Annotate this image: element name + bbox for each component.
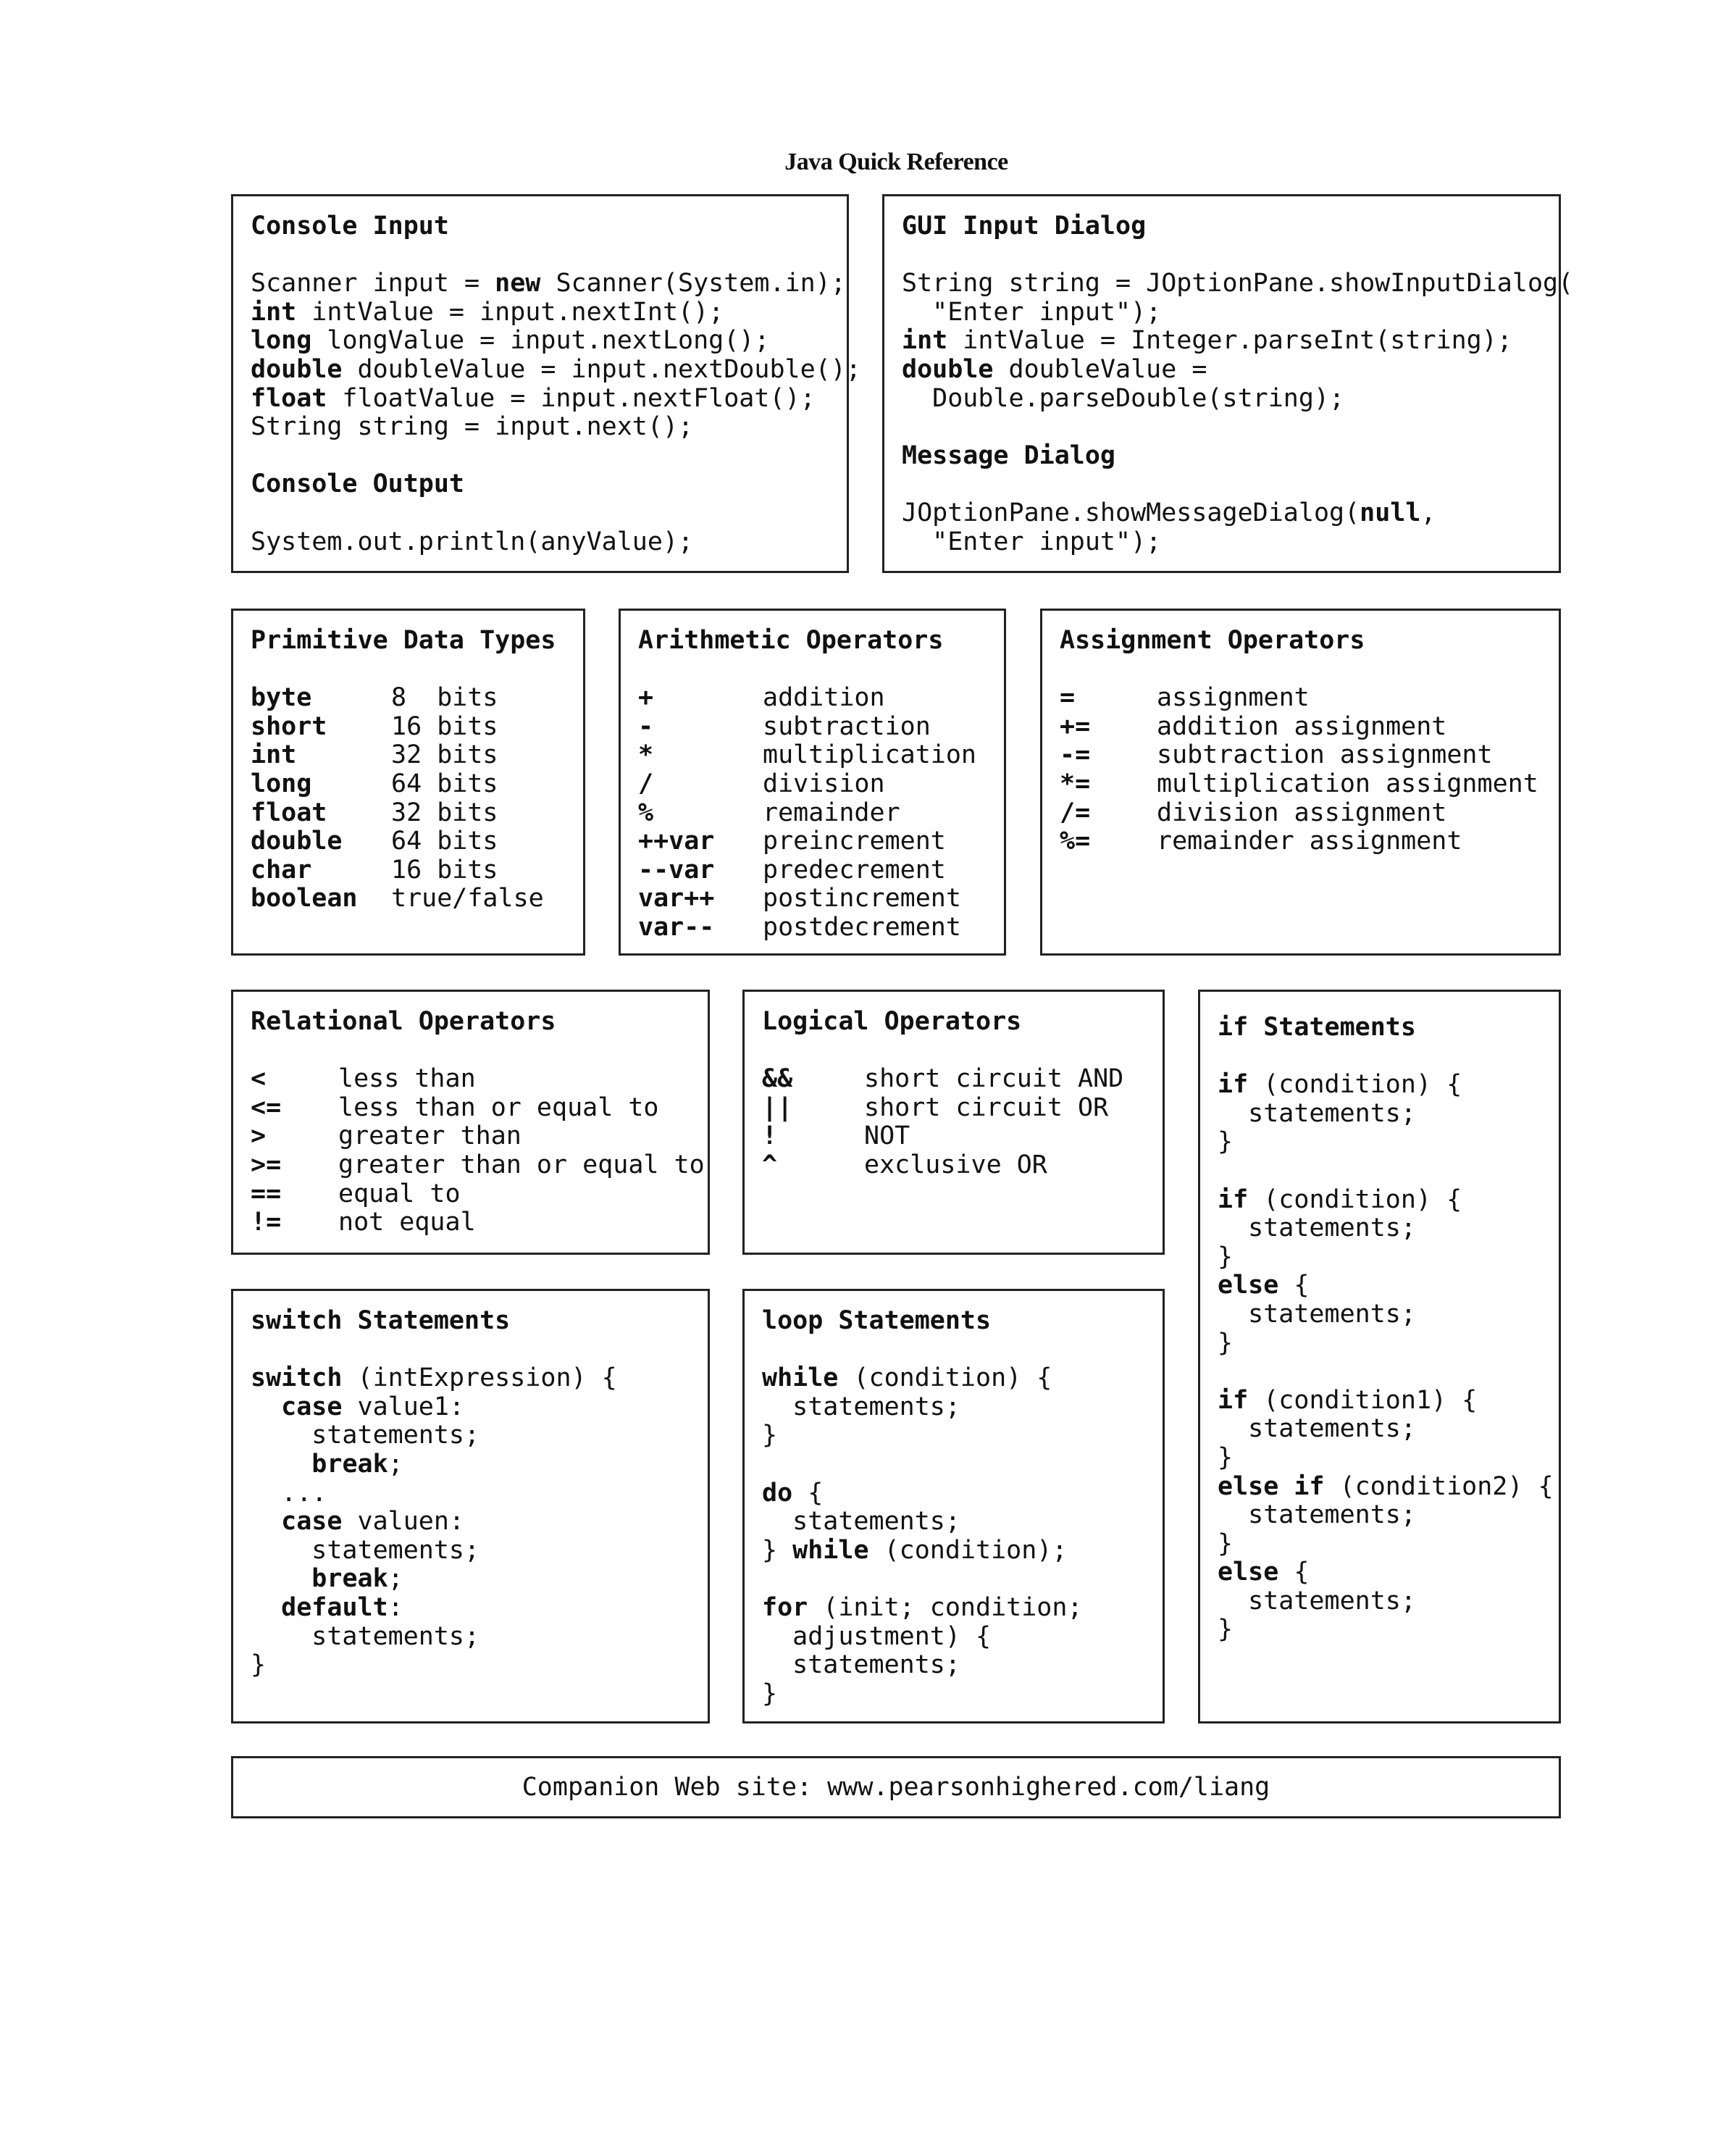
- code-text: longValue = input.nextLong();: [311, 326, 770, 356]
- table-row: [638, 885, 1004, 914]
- table-row: [638, 713, 1004, 742]
- keyword: switch: [251, 1363, 343, 1393]
- code-line: [251, 1364, 708, 1393]
- code-line: [251, 528, 847, 557]
- table-row: [762, 1122, 1163, 1151]
- row-description: postincrement: [763, 884, 961, 914]
- code-line: [251, 327, 847, 356]
- code-line: [762, 1680, 1163, 1709]
- console-output-heading: Console Output: [251, 469, 465, 499]
- code-line: [251, 354, 861, 385]
- message-dialog-heading: Message Dialog: [902, 440, 1116, 470]
- switch-statements-code: [251, 1364, 708, 1680]
- row-key: ||: [762, 1092, 793, 1122]
- code-line: [762, 1651, 1163, 1680]
- row-description: exclusive OR: [864, 1150, 1047, 1179]
- code-text: statements;: [1218, 1213, 1416, 1243]
- row-key: boolean: [251, 884, 358, 914]
- table-row: [1060, 827, 1559, 856]
- loop-statements-heading: loop Statements: [762, 1306, 992, 1335]
- primitive-types-box: [231, 609, 585, 956]
- switch-statements-heading: switch Statements: [251, 1306, 511, 1335]
- relational-ops-heading: Relational Operators: [251, 1007, 556, 1036]
- row-description: addition assignment: [1157, 711, 1447, 741]
- code-text: intValue = Integer.parseInt(string);: [947, 326, 1512, 356]
- code-line: [1218, 1300, 1559, 1329]
- code-line: [1218, 1530, 1559, 1559]
- row-description: NOT: [864, 1121, 910, 1151]
- table-row: [251, 827, 583, 856]
- table-row: [1060, 713, 1559, 742]
- row-description: equal to: [338, 1179, 461, 1208]
- code-text: (condition2) {: [1324, 1471, 1554, 1501]
- row-description: not equal: [338, 1208, 476, 1237]
- code-text: [251, 1392, 281, 1421]
- gui-input-box: [882, 194, 1574, 573]
- code-line: [1218, 1501, 1559, 1530]
- code-line: [1218, 1473, 1559, 1502]
- logical-ops-box: [742, 990, 1165, 1255]
- row-key: ==: [251, 1179, 282, 1208]
- code-line: [251, 1393, 708, 1422]
- table-row: [251, 885, 583, 914]
- table-row: [251, 713, 583, 742]
- code-line: [762, 1623, 1163, 1652]
- table-row: [251, 684, 583, 713]
- row-key: !: [762, 1121, 778, 1151]
- code-text: [251, 1507, 281, 1536]
- table-row: [638, 914, 1004, 943]
- keyword: null: [1360, 498, 1421, 527]
- row-key: double: [251, 827, 343, 856]
- table-row: [1060, 684, 1559, 713]
- code-text: (condition) {: [1248, 1070, 1462, 1100]
- code-line: [902, 298, 1559, 327]
- code-line: [1218, 1358, 1559, 1387]
- code-line: [902, 356, 1559, 385]
- code-text: String string = JOptionPane.showInputDialog(: [902, 269, 1574, 298]
- code-line: [762, 1393, 1163, 1422]
- keyword: long: [251, 326, 312, 356]
- code-line: [902, 269, 1574, 298]
- page-title: Java Quick Reference: [784, 149, 1008, 175]
- table-row: [638, 741, 1004, 770]
- row-key: >=: [251, 1150, 282, 1179]
- row-key: short: [251, 711, 327, 741]
- code-line: [1218, 1387, 1559, 1416]
- row-key: &&: [762, 1064, 793, 1094]
- row-description: postdecrement: [763, 912, 961, 942]
- keyword: while: [762, 1363, 839, 1393]
- code-line: [1218, 1271, 1559, 1300]
- row-description: 32 bits: [391, 740, 498, 770]
- keyword: do: [762, 1478, 793, 1508]
- row-description: assignment: [1157, 683, 1310, 713]
- keyword: else: [1218, 1271, 1279, 1300]
- code-text: [251, 1593, 281, 1622]
- code-text: }: [1218, 1615, 1234, 1645]
- row-description: less than: [338, 1064, 476, 1094]
- code-line: [762, 1537, 1163, 1566]
- row-description: 64 bits: [391, 827, 498, 856]
- row-description: subtraction: [763, 711, 931, 741]
- code-text: ,: [1420, 498, 1436, 527]
- code-line: [1218, 1128, 1559, 1157]
- code-line: [1218, 1157, 1559, 1186]
- code-text: intValue = input.nextInt();: [296, 297, 724, 327]
- keyword: int: [251, 297, 297, 327]
- row-description: 16 bits: [391, 711, 498, 741]
- row-key: float: [251, 798, 327, 827]
- code-line: [251, 385, 847, 414]
- row-description: greater than: [338, 1121, 522, 1151]
- gui-input-heading: GUI Input Dialog: [902, 212, 1147, 241]
- row-description: short circuit OR: [864, 1092, 1109, 1122]
- row-description: 16 bits: [391, 855, 498, 885]
- row-key: >: [251, 1121, 267, 1151]
- console-output-code: [251, 528, 847, 557]
- code-text: ;: [388, 1449, 403, 1479]
- row-description: preincrement: [763, 827, 946, 856]
- logical-ops-table: [762, 1065, 1163, 1179]
- assignment-ops-table: [1060, 684, 1559, 856]
- row-key: *: [638, 740, 654, 770]
- code-line: [1218, 1186, 1559, 1215]
- table-row: [251, 856, 583, 885]
- keyword: float: [251, 383, 327, 413]
- row-key: <=: [251, 1092, 282, 1122]
- code-line: [251, 1421, 708, 1450]
- if-statements-box: [1198, 990, 1561, 1723]
- relational-ops-table: [251, 1065, 708, 1237]
- code-line: [902, 499, 1559, 528]
- code-line: [1218, 1071, 1559, 1100]
- code-text: doubleValue = input.nextDouble();: [342, 354, 861, 384]
- code-line: [1218, 1329, 1559, 1358]
- keyword: if: [1218, 1070, 1249, 1100]
- keyword: if: [1218, 1385, 1249, 1415]
- row-description: addition: [763, 683, 885, 713]
- row-description: division: [763, 769, 885, 798]
- code-text: statements;: [1218, 1586, 1416, 1616]
- table-row: [251, 1151, 708, 1180]
- row-description: remainder: [763, 798, 900, 827]
- code-line: [251, 1651, 708, 1680]
- keyword: int: [902, 326, 948, 356]
- row-key: long: [251, 769, 312, 798]
- code-line: [762, 1364, 1163, 1393]
- code-line: [251, 1450, 708, 1479]
- code-text: }: [762, 1679, 778, 1708]
- code-text: statements;: [762, 1507, 960, 1537]
- code-text: (init; condition;: [808, 1592, 1083, 1622]
- primitive-types-heading: Primitive Data Types: [251, 626, 556, 655]
- code-line: [902, 327, 1559, 356]
- row-description: predecrement: [763, 855, 946, 885]
- code-line: [1218, 1616, 1559, 1645]
- message-dialog-code: [902, 499, 1559, 556]
- code-text: (intExpression) {: [342, 1363, 617, 1393]
- code-text: (condition) {: [838, 1363, 1052, 1393]
- table-row: [1060, 799, 1559, 828]
- row-description: 64 bits: [391, 769, 498, 798]
- table-row: [1060, 741, 1559, 770]
- assignment-ops-box: [1040, 609, 1561, 956]
- code-line: [251, 1537, 708, 1566]
- code-text: valuen:: [342, 1507, 465, 1537]
- code-line: [762, 1565, 1163, 1594]
- code-line: [1218, 1100, 1559, 1129]
- code-line: [251, 413, 847, 442]
- table-row: [251, 1208, 708, 1237]
- code-text: statements;: [251, 1421, 480, 1450]
- row-key: *=: [1060, 769, 1091, 798]
- table-row: [251, 1122, 708, 1151]
- row-description: subtraction assignment: [1157, 740, 1493, 770]
- keyword: double: [251, 354, 343, 384]
- keyword: new: [495, 269, 541, 298]
- row-description: 8 bits: [391, 683, 498, 713]
- code-text: [251, 1564, 311, 1593]
- console-input-code: [251, 269, 861, 442]
- row-description: 32 bits: [391, 798, 498, 827]
- code-line: [251, 298, 847, 327]
- if-statements-code: [1218, 1071, 1559, 1645]
- arithmetic-ops-box: [619, 609, 1006, 956]
- row-description: short circuit AND: [864, 1064, 1124, 1094]
- companion-website-footer: Companion Web site: www.pearsonhighered.com/liang: [231, 1756, 1561, 1818]
- code-line: [762, 1594, 1163, 1623]
- arithmetic-ops-heading: Arithmetic Operators: [638, 626, 944, 655]
- code-text: statements;: [251, 1535, 480, 1565]
- row-description: remainder assignment: [1157, 827, 1462, 856]
- code-text: statements;: [1218, 1500, 1416, 1530]
- row-key: <: [251, 1064, 267, 1094]
- row-key: !=: [251, 1208, 282, 1237]
- primitive-types-table: [251, 684, 583, 914]
- row-key: +=: [1060, 711, 1091, 741]
- row-key: var--: [638, 912, 715, 942]
- keyword: else: [1218, 1558, 1279, 1587]
- row-description: true/false: [391, 884, 544, 914]
- code-text: ;: [388, 1564, 403, 1594]
- code-line: [902, 528, 1559, 557]
- code-text: }: [1218, 1242, 1234, 1271]
- table-row: [762, 1094, 1163, 1123]
- code-line: [251, 1508, 708, 1537]
- table-row: [762, 1151, 1163, 1180]
- code-text: ...: [251, 1478, 327, 1508]
- code-text: statements;: [762, 1392, 960, 1421]
- table-row: [251, 1065, 708, 1094]
- code-text: value1:: [342, 1392, 465, 1421]
- keyword: if: [1218, 1184, 1249, 1214]
- arithmetic-ops-table: [638, 684, 1004, 942]
- code-line: [251, 1594, 708, 1623]
- code-line: [251, 1623, 708, 1652]
- row-description: multiplication: [763, 740, 977, 770]
- code-line: [762, 1479, 1163, 1508]
- code-text: "Enter input");: [902, 527, 1162, 556]
- code-line: [1218, 1243, 1559, 1272]
- row-key: /=: [1060, 798, 1091, 827]
- switch-statements-box: [231, 1289, 710, 1723]
- keyword: double: [902, 354, 994, 384]
- row-key: --var: [638, 855, 715, 885]
- code-text: [251, 1450, 311, 1479]
- code-text: }: [1218, 1127, 1234, 1157]
- code-text: System.out.println(anyValue);: [251, 527, 694, 556]
- code-text: (condition) {: [1248, 1184, 1462, 1214]
- row-key: -=: [1060, 740, 1091, 770]
- row-key: -: [638, 711, 654, 741]
- if-statements-heading: if Statements: [1218, 1013, 1416, 1042]
- keyword: else if: [1218, 1471, 1325, 1501]
- code-text: Scanner input =: [251, 269, 495, 298]
- code-text: Double.parseDouble(string);: [902, 383, 1345, 413]
- code-text: (condition);: [868, 1535, 1068, 1565]
- keyword: case: [281, 1507, 343, 1537]
- row-key: /: [638, 769, 654, 798]
- relational-ops-box: [231, 990, 710, 1255]
- keyword: default: [281, 1592, 388, 1622]
- code-text: statements;: [762, 1650, 960, 1680]
- code-line: [902, 385, 1559, 414]
- table-row: [251, 1180, 708, 1209]
- loop-statements-code: [762, 1364, 1163, 1708]
- table-row: [251, 799, 583, 828]
- code-line: [1218, 1587, 1559, 1616]
- row-description: less than or equal to: [338, 1092, 659, 1122]
- code-line: [1218, 1558, 1559, 1587]
- row-key: ^: [762, 1150, 778, 1179]
- row-key: char: [251, 855, 312, 885]
- code-line: [1218, 1444, 1559, 1473]
- table-row: [251, 741, 583, 770]
- code-line: [251, 1565, 708, 1594]
- row-description: greater than or equal to: [338, 1150, 705, 1179]
- table-row: [1060, 770, 1559, 799]
- code-text: (condition1) {: [1248, 1385, 1478, 1415]
- keyword: for: [762, 1592, 808, 1622]
- table-row: [638, 799, 1004, 828]
- code-text: }: [762, 1535, 793, 1565]
- code-text: :: [388, 1592, 403, 1622]
- code-text: Scanner(System.in);: [540, 269, 846, 298]
- row-key: int: [251, 740, 297, 770]
- code-line: [251, 1479, 708, 1508]
- code-text: statements;: [251, 1621, 480, 1651]
- code-line: [762, 1450, 1163, 1479]
- keyword: while: [792, 1535, 869, 1565]
- logical-ops-heading: Logical Operators: [762, 1007, 1022, 1036]
- keyword: case: [281, 1392, 343, 1421]
- table-row: [638, 856, 1004, 885]
- code-text: statements;: [1218, 1098, 1416, 1128]
- gui-input-code: [902, 269, 1574, 413]
- table-row: [251, 1094, 708, 1123]
- row-key: var++: [638, 884, 715, 914]
- code-text: {: [1278, 1271, 1310, 1300]
- row-key: %=: [1060, 827, 1091, 856]
- row-key: byte: [251, 683, 312, 713]
- row-description: division assignment: [1157, 798, 1447, 827]
- keyword: break: [311, 1564, 388, 1594]
- code-text: statements;: [1218, 1299, 1416, 1329]
- code-text: String string = input.next();: [251, 412, 694, 442]
- code-line: [1218, 1214, 1559, 1243]
- code-text: }: [1218, 1328, 1234, 1358]
- code-line: [762, 1508, 1163, 1537]
- console-input-heading: Console Input: [251, 212, 449, 241]
- row-key: +: [638, 683, 654, 713]
- row-key: ++var: [638, 827, 715, 856]
- loop-statements-box: [742, 1289, 1165, 1723]
- code-line: [1218, 1415, 1559, 1444]
- keyword: break: [311, 1449, 388, 1479]
- code-text: JOptionPane.showMessageDialog(: [902, 498, 1360, 527]
- code-text: {: [1278, 1558, 1310, 1587]
- table-row: [638, 827, 1004, 856]
- assignment-ops-heading: Assignment Operators: [1060, 626, 1365, 655]
- code-text: statements;: [1218, 1414, 1416, 1444]
- code-text: }: [1218, 1442, 1234, 1472]
- code-line: [251, 270, 847, 298]
- row-description: multiplication assignment: [1157, 769, 1538, 798]
- table-row: [638, 684, 1004, 713]
- row-key: %: [638, 798, 654, 827]
- code-text: floatValue = input.nextFloat();: [327, 383, 816, 413]
- code-text: }: [251, 1650, 267, 1680]
- code-text: }: [1218, 1529, 1234, 1558]
- code-text: adjustment) {: [762, 1621, 992, 1651]
- table-row: [251, 770, 583, 799]
- code-text: }: [762, 1421, 778, 1450]
- code-text: {: [792, 1478, 824, 1508]
- console-input-box: [231, 194, 861, 573]
- code-line: [762, 1421, 1163, 1450]
- row-key: =: [1060, 683, 1076, 713]
- table-row: [762, 1065, 1163, 1094]
- code-text: "Enter input");: [902, 297, 1162, 327]
- code-text: doubleValue =: [993, 354, 1207, 384]
- table-row: [638, 770, 1004, 799]
